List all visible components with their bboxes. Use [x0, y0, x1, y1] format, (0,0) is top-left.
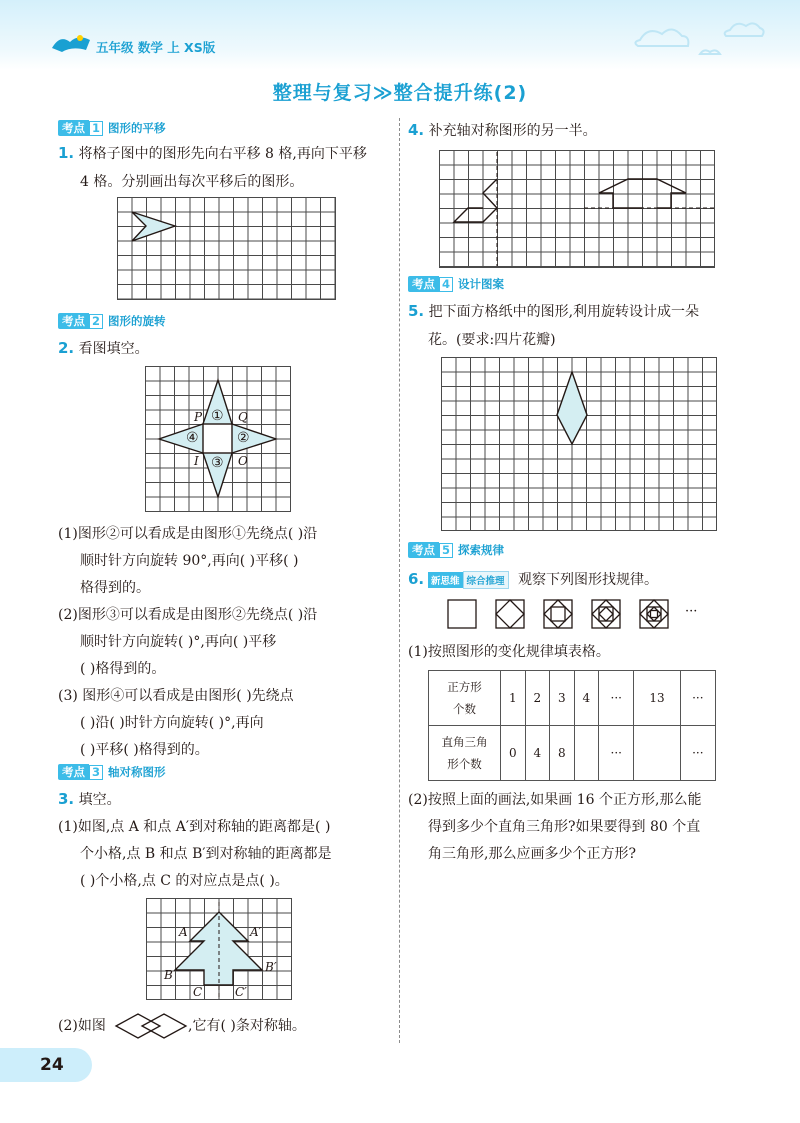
section-badge-5: 考点 5 探索规律	[408, 542, 504, 558]
section-badge-3: 考点 3 轴对称图形	[58, 764, 166, 780]
pattern-table	[428, 670, 716, 781]
table-cell: 13	[634, 671, 680, 726]
q2-part1-line3: 格得到的。	[80, 580, 150, 596]
q3-part1-line2: 个小格,点 B 和点 B′到对称轴的距离都是	[80, 846, 332, 862]
q2-part2-line3: ( )格得到的。	[80, 661, 166, 677]
label-Q: Q	[238, 410, 248, 424]
q3-part2-post: ,它有( )条对称轴。	[188, 1018, 306, 1034]
label-C-prime: C′	[235, 985, 247, 999]
q6-part2-line1: (2)按照上面的画法,如果画 16 个正方形,那么能	[408, 792, 702, 808]
table-cell: 8	[550, 726, 575, 781]
label-A: A	[179, 925, 188, 939]
q2-part1-line2: 顺时针方向旋转 90°,再向( )平移( )	[80, 553, 299, 569]
q6-part1: (1)按照图形的变化规律填表格。	[408, 644, 610, 660]
table-header-squares: 正方形 个数	[429, 671, 501, 726]
question-4: 4. 补充轴对称图形的另一半。	[408, 121, 597, 139]
pattern-2	[496, 600, 524, 628]
column-divider	[399, 118, 400, 1043]
q2-part3-line1: (3) 图形④可以看成是由图形( )先绕点	[58, 688, 294, 704]
q6-part2-line2: 得到多少个直角三角形?如果要得到 80 个直	[428, 819, 701, 835]
table-cell: 3	[550, 671, 575, 726]
question-1: 1. 将格子图中的图形先向右平移 8 格,再向下平移	[58, 144, 367, 162]
question-5: 5. 把下面方格纸中的图形,利用旋转设计成一朵	[408, 302, 700, 320]
label-I: I	[194, 454, 199, 468]
pattern-sequence	[446, 598, 686, 632]
table-cell	[634, 726, 680, 781]
table-row-squares	[429, 671, 716, 726]
section-badge-4: 考点 4 设计图案	[408, 276, 504, 292]
table-cell: 2	[525, 671, 550, 726]
pattern-4	[592, 600, 620, 628]
page-title: 整理与复习≫整合提升练(2)	[272, 82, 528, 104]
table-cell: ···	[599, 726, 634, 781]
label-O: O	[238, 454, 248, 468]
half-shapes-q4	[439, 150, 716, 269]
table-cell: 4	[525, 726, 550, 781]
table-cell: 4	[574, 671, 599, 726]
section-badge-2: 考点 2 图形的旋转	[58, 313, 166, 329]
question-6: 6.	[408, 570, 425, 588]
label-A-prime: A′	[250, 925, 262, 939]
table-cell: 0	[501, 726, 526, 781]
header-text: 五年级 数学 上 XS版	[96, 40, 216, 55]
label-B-prime: B′	[265, 960, 277, 974]
label-C: C	[193, 985, 203, 999]
label-shape-1: ①	[211, 408, 224, 424]
tag-new-thinking: 新思维 综合推理	[428, 571, 509, 589]
double-rhombus-icon	[114, 1012, 188, 1040]
question-3: 3. 填空。	[58, 790, 121, 808]
table-header-triangles: 直角三角 形个数	[429, 726, 501, 781]
q6-part2-line3: 角三角形,那么应画多少个正方形?	[428, 846, 636, 862]
label-P: P	[194, 410, 203, 424]
page-number-tab	[0, 1048, 92, 1082]
pattern-5	[640, 600, 668, 628]
table-row-triangles	[429, 726, 716, 781]
q3-part1-line3: ( )个小格,点 C 的对应点是点( )。	[80, 873, 289, 889]
label-shape-3: ③	[211, 455, 224, 471]
pattern-3	[544, 600, 572, 628]
label-B: B	[164, 968, 173, 982]
q3-part1-line1: (1)如图,点 A 和点 A′到对称轴的距离都是( )	[58, 819, 331, 835]
q2-part2-line1: (2)图形③可以看成是由图形②先绕点( )沿	[58, 607, 318, 623]
question-2: 2. 看图填空。	[58, 339, 149, 357]
pattern-1	[448, 600, 476, 628]
cloud-decoration-icon	[620, 10, 790, 60]
table-cell: ···	[599, 671, 634, 726]
section-badge-1: 考点 1 图形的平移	[58, 120, 166, 136]
label-shape-4: ④	[186, 430, 199, 446]
q2-part3-line3: ( )平移( )格得到的。	[80, 742, 209, 758]
tree-shape-q3	[146, 898, 293, 1001]
label-shape-2: ②	[237, 430, 250, 446]
pattern-ellipsis: ···	[685, 604, 698, 619]
table-cell: ···	[680, 671, 715, 726]
table-cell	[574, 726, 599, 781]
brand-logo-icon	[50, 32, 94, 54]
star-shape-q2	[145, 366, 292, 513]
q2-part2-line2: 顺时针方向旋转( )°,再向( )平移	[80, 634, 277, 650]
question-1-line2: 4 格。分别画出每次平移后的图形。	[80, 174, 304, 190]
question-6-stem: 观察下列图形找规律。	[518, 572, 658, 588]
q2-part1-line1: (1)图形②可以看成是由图形①先绕点( )沿	[58, 526, 318, 542]
table-cell: 1	[501, 671, 526, 726]
table-cell: ···	[680, 726, 715, 781]
question-5-line2: 花。(要求:四片花瓣)	[428, 332, 556, 348]
arrow-shape-q1	[117, 197, 337, 301]
q3-part2-pre: (2)如图	[58, 1018, 106, 1034]
page-number: 24	[40, 1055, 64, 1075]
q2-part3-line2: ( )沿( )时针方向旋转( )°,再向	[80, 715, 264, 731]
petal-shape-q5	[441, 357, 718, 532]
